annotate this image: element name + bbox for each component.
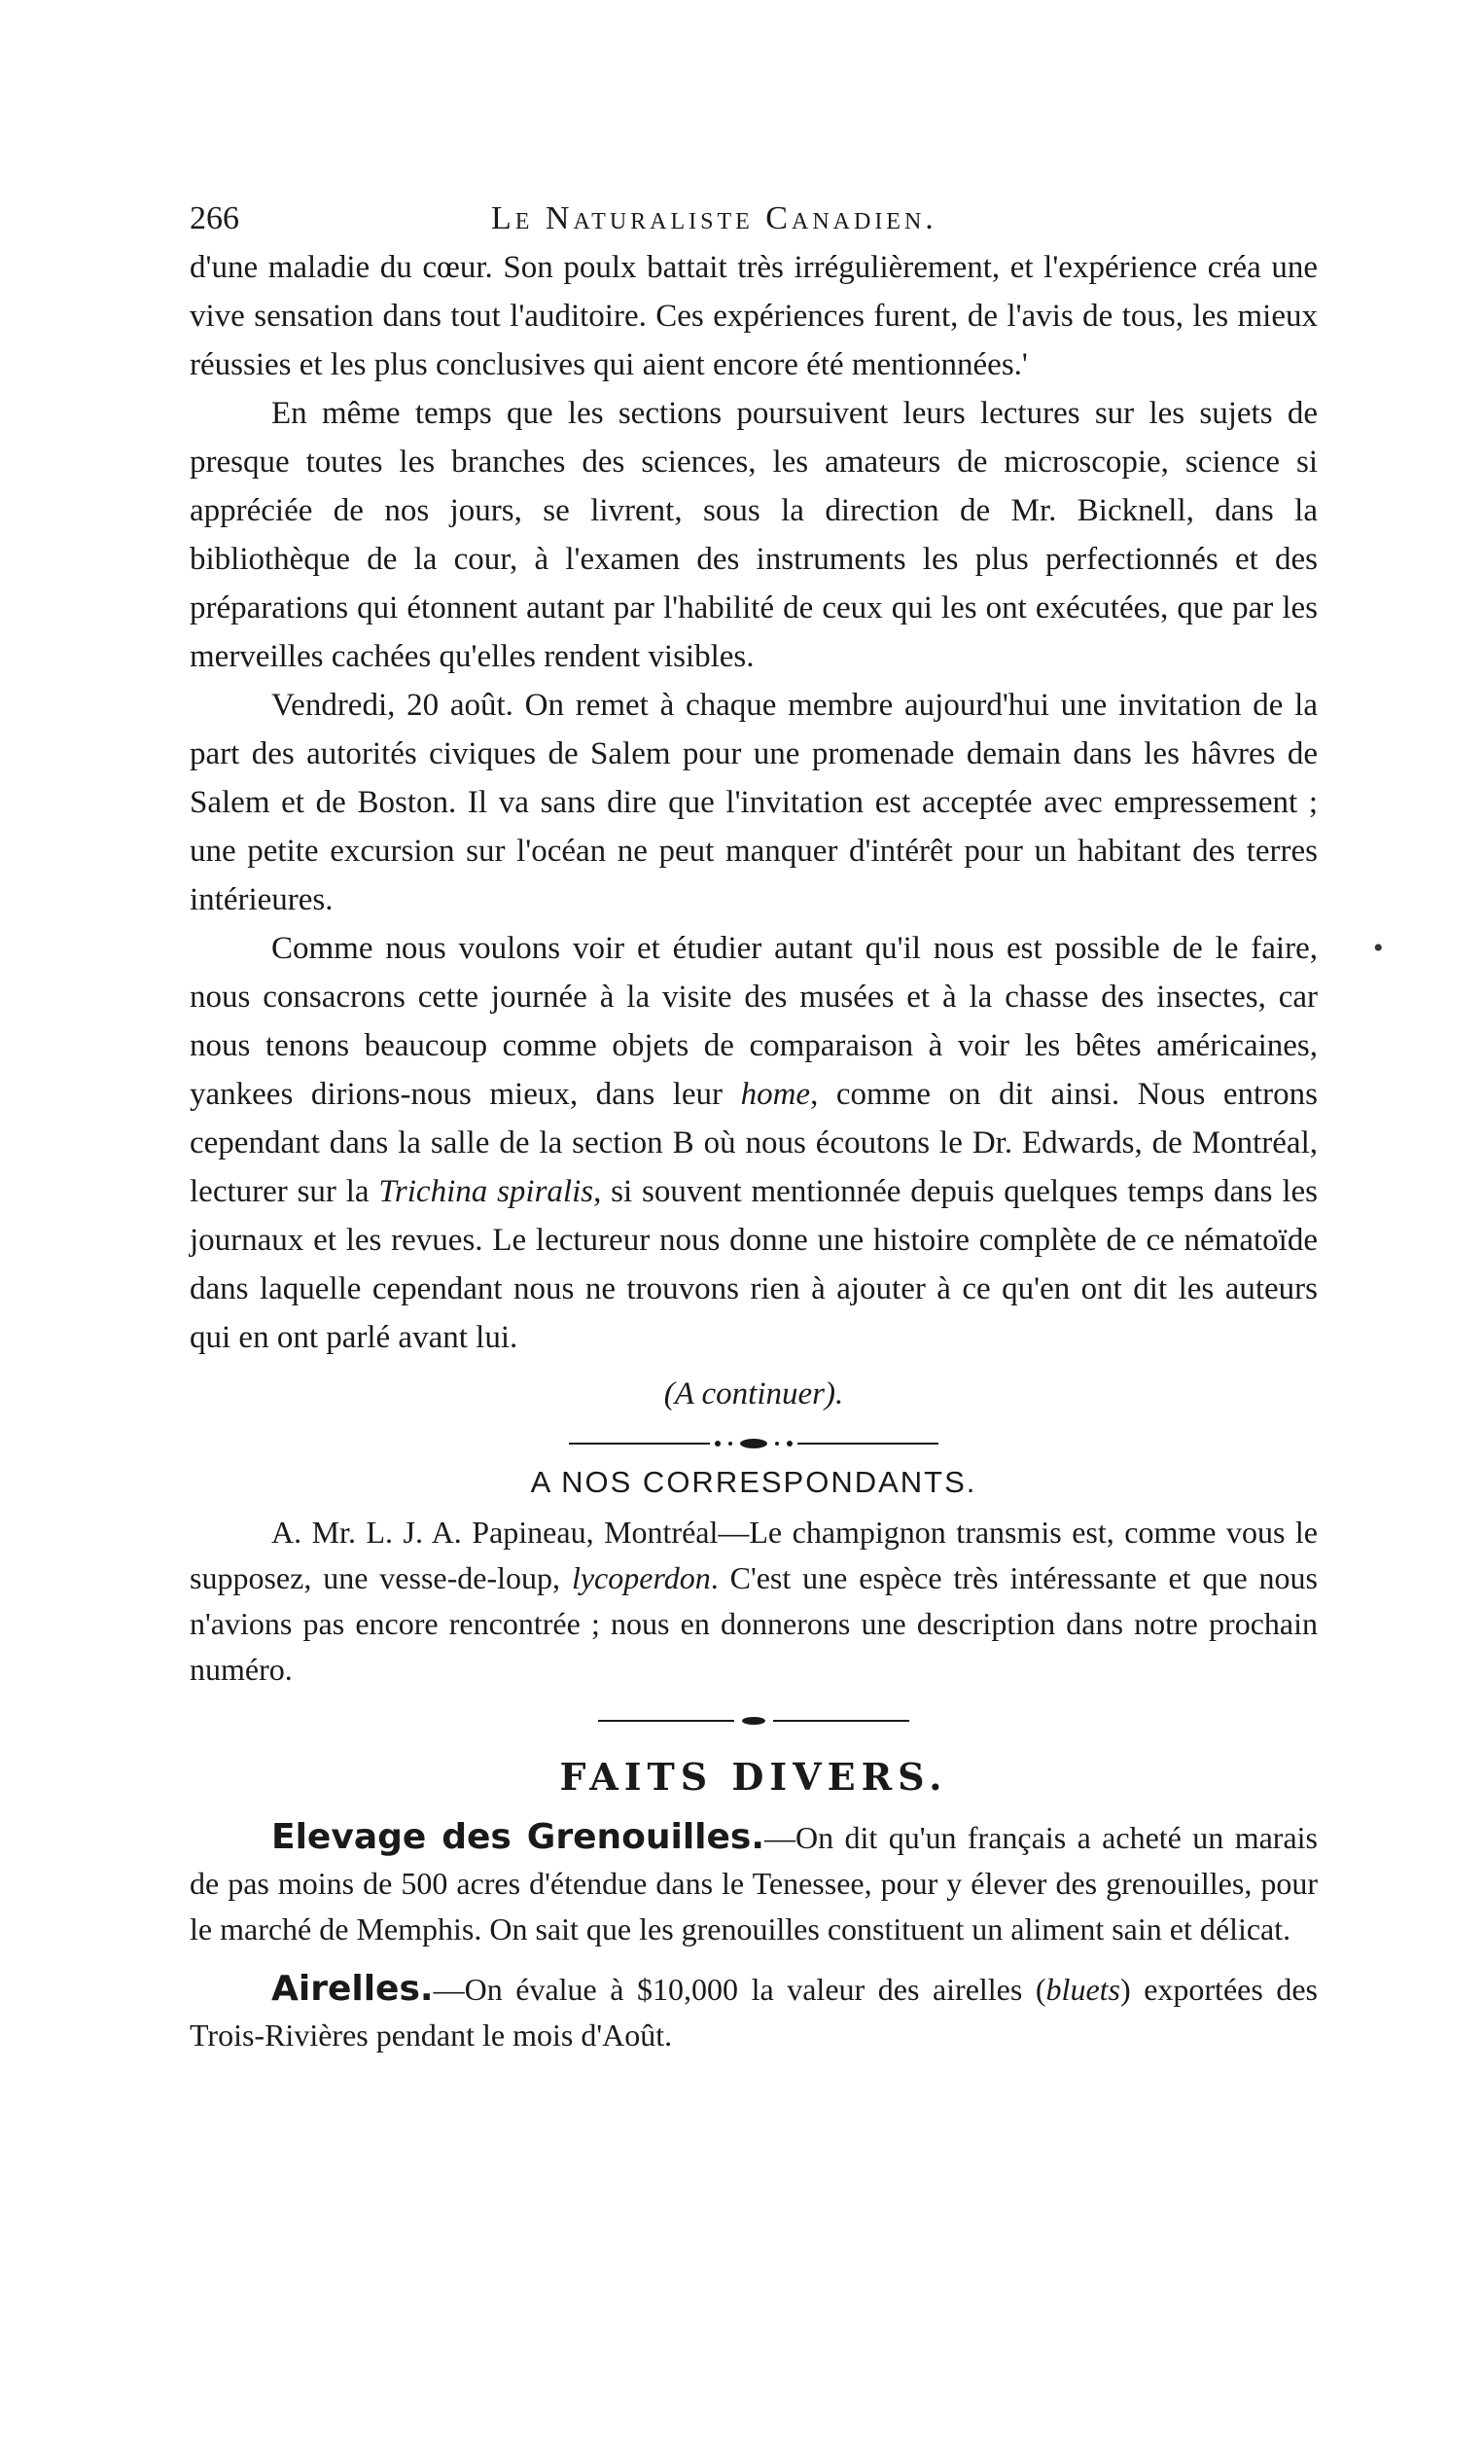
running-head	[190, 195, 1318, 243]
correspondents-note-italic: lycoperdon	[571, 1560, 711, 1595]
correspondents-note-part-2: . C'est une espèce très intéressante et que nous n'avions pas encore rencontrée ; nous en donnerons une description dans notre prochain numéro.	[190, 1560, 1319, 1687]
paragraph-2: En même temps que les sections poursuivent leurs lectures sur les sujets de presque toutes les branches des sciences, les amateurs de microscopie, science si appréciée de nos jours, se livrent, sous la direction de Mr. Bicknell, dans la bibliothèque de la cour, à l'examen des instruments les plus perfectionnés et des préparations qui étonnent autant par l'habilité de ceux qui les ont exécutées, que par les merveilles cachées qu'elles rendent visibles.	[190, 396, 1318, 674]
correspondents-heading: A NOS CORRESPONDANTS.	[530, 1465, 977, 1499]
paragraph-4-part-2: , comme on dit ainsi. Nous entrons cependant dans la salle de la section B où nous écoutons le Dr. Edwards, de Montréal, lecturer sur la	[190, 1077, 1318, 1209]
section-divider-ornament	[569, 1436, 938, 1451]
news-item-title: Airelles.	[271, 1969, 434, 2009]
paragraph-4-italic-home: home	[740, 1077, 811, 1112]
news-item-body-part-1: —On évalue à $10,000 la valeur des airelles (	[433, 1972, 1046, 2007]
paragraph-4	[190, 924, 1318, 1362]
news-item-body-part-2: ) exportées des Trois-Rivières pendant le mois d'Août.	[190, 1972, 1319, 2053]
correspondents-note-part-1: A. Mr. L. J. A. Papineau, Montréal—Le champignon transmis est, comme vous le supposez, une vesse-de-loup,	[190, 1515, 1318, 1595]
paragraph-4-part-1: Comme nous voulons voir et étudier autant qu'il nous est possible de le faire, nous consacrons cette journée à la visite des musées et à la chasse des insectes, car nous tenons beaucoup comme objets de comparaison à voir les bêtes américaines, yankees dirions-nous mieux, dans leur	[190, 931, 1318, 1112]
paragraph-3: Vendredi, 20 août. On remet à chaque membre aujourd'hui une invitation de la part des autorités civiques de Salem pour une promenade demain dans les hâvres de Salem et de Boston. Il va sans dire que l'invitation est acceptée avec empressement ; une petite excursion sur l'océan ne peut manquer d'intérêt pour un habitant des terres intérieures.	[190, 688, 1318, 917]
short-divider-ornament	[598, 1714, 909, 1728]
paragraph-4-italic-trichina: Trichina spiralis	[378, 1174, 594, 1209]
news-item-grenouilles	[190, 1814, 1318, 1952]
correspondents-note	[190, 1510, 1318, 1693]
margin-speck: •	[1373, 932, 1384, 964]
paragraph-4-part-3: , si souvent mentionnée depuis quelques temps dans les journaux et les revues. Le lectureur nous donne une histoire complète de ce nématoïde dans laquelle cependant nous ne trouvons rien à ajouter à ce qu'en ont dit les auteurs qui en ont parlé avant lui.	[190, 1174, 1319, 1355]
news-item-airelles	[190, 1966, 1318, 2058]
running-title: Le Naturaliste Canadien.	[491, 200, 937, 236]
page-number: 266	[190, 200, 239, 236]
paragraph-1: d'une maladie du cœur. Son poulx battait très irrégulièrement, et l'expérience créa une vive sensation dans tout l'auditoire. Ces expériences furent, de l'avis de tous, les mieux réussies et les plus conclusives qui aient encore été mentionnées.'	[190, 250, 1318, 382]
faits-divers-heading: FAITS DIVERS.	[559, 1755, 948, 1799]
continuation-note: (A continuer).	[663, 1376, 844, 1411]
news-item-body: —On dit qu'un français a acheté un marais de pas moins de 500 acres d'étendue dans le Tenessee, pour y élever des grenouilles, pour le marché de Memphis. On sait que les grenouilles constituent un aliment sain et délicat.	[190, 1820, 1318, 1946]
page	[190, 195, 1318, 2072]
news-item-title: Elevage des Grenouilles.	[271, 1817, 765, 1857]
news-item-body-italic: bluets	[1045, 1972, 1120, 2007]
